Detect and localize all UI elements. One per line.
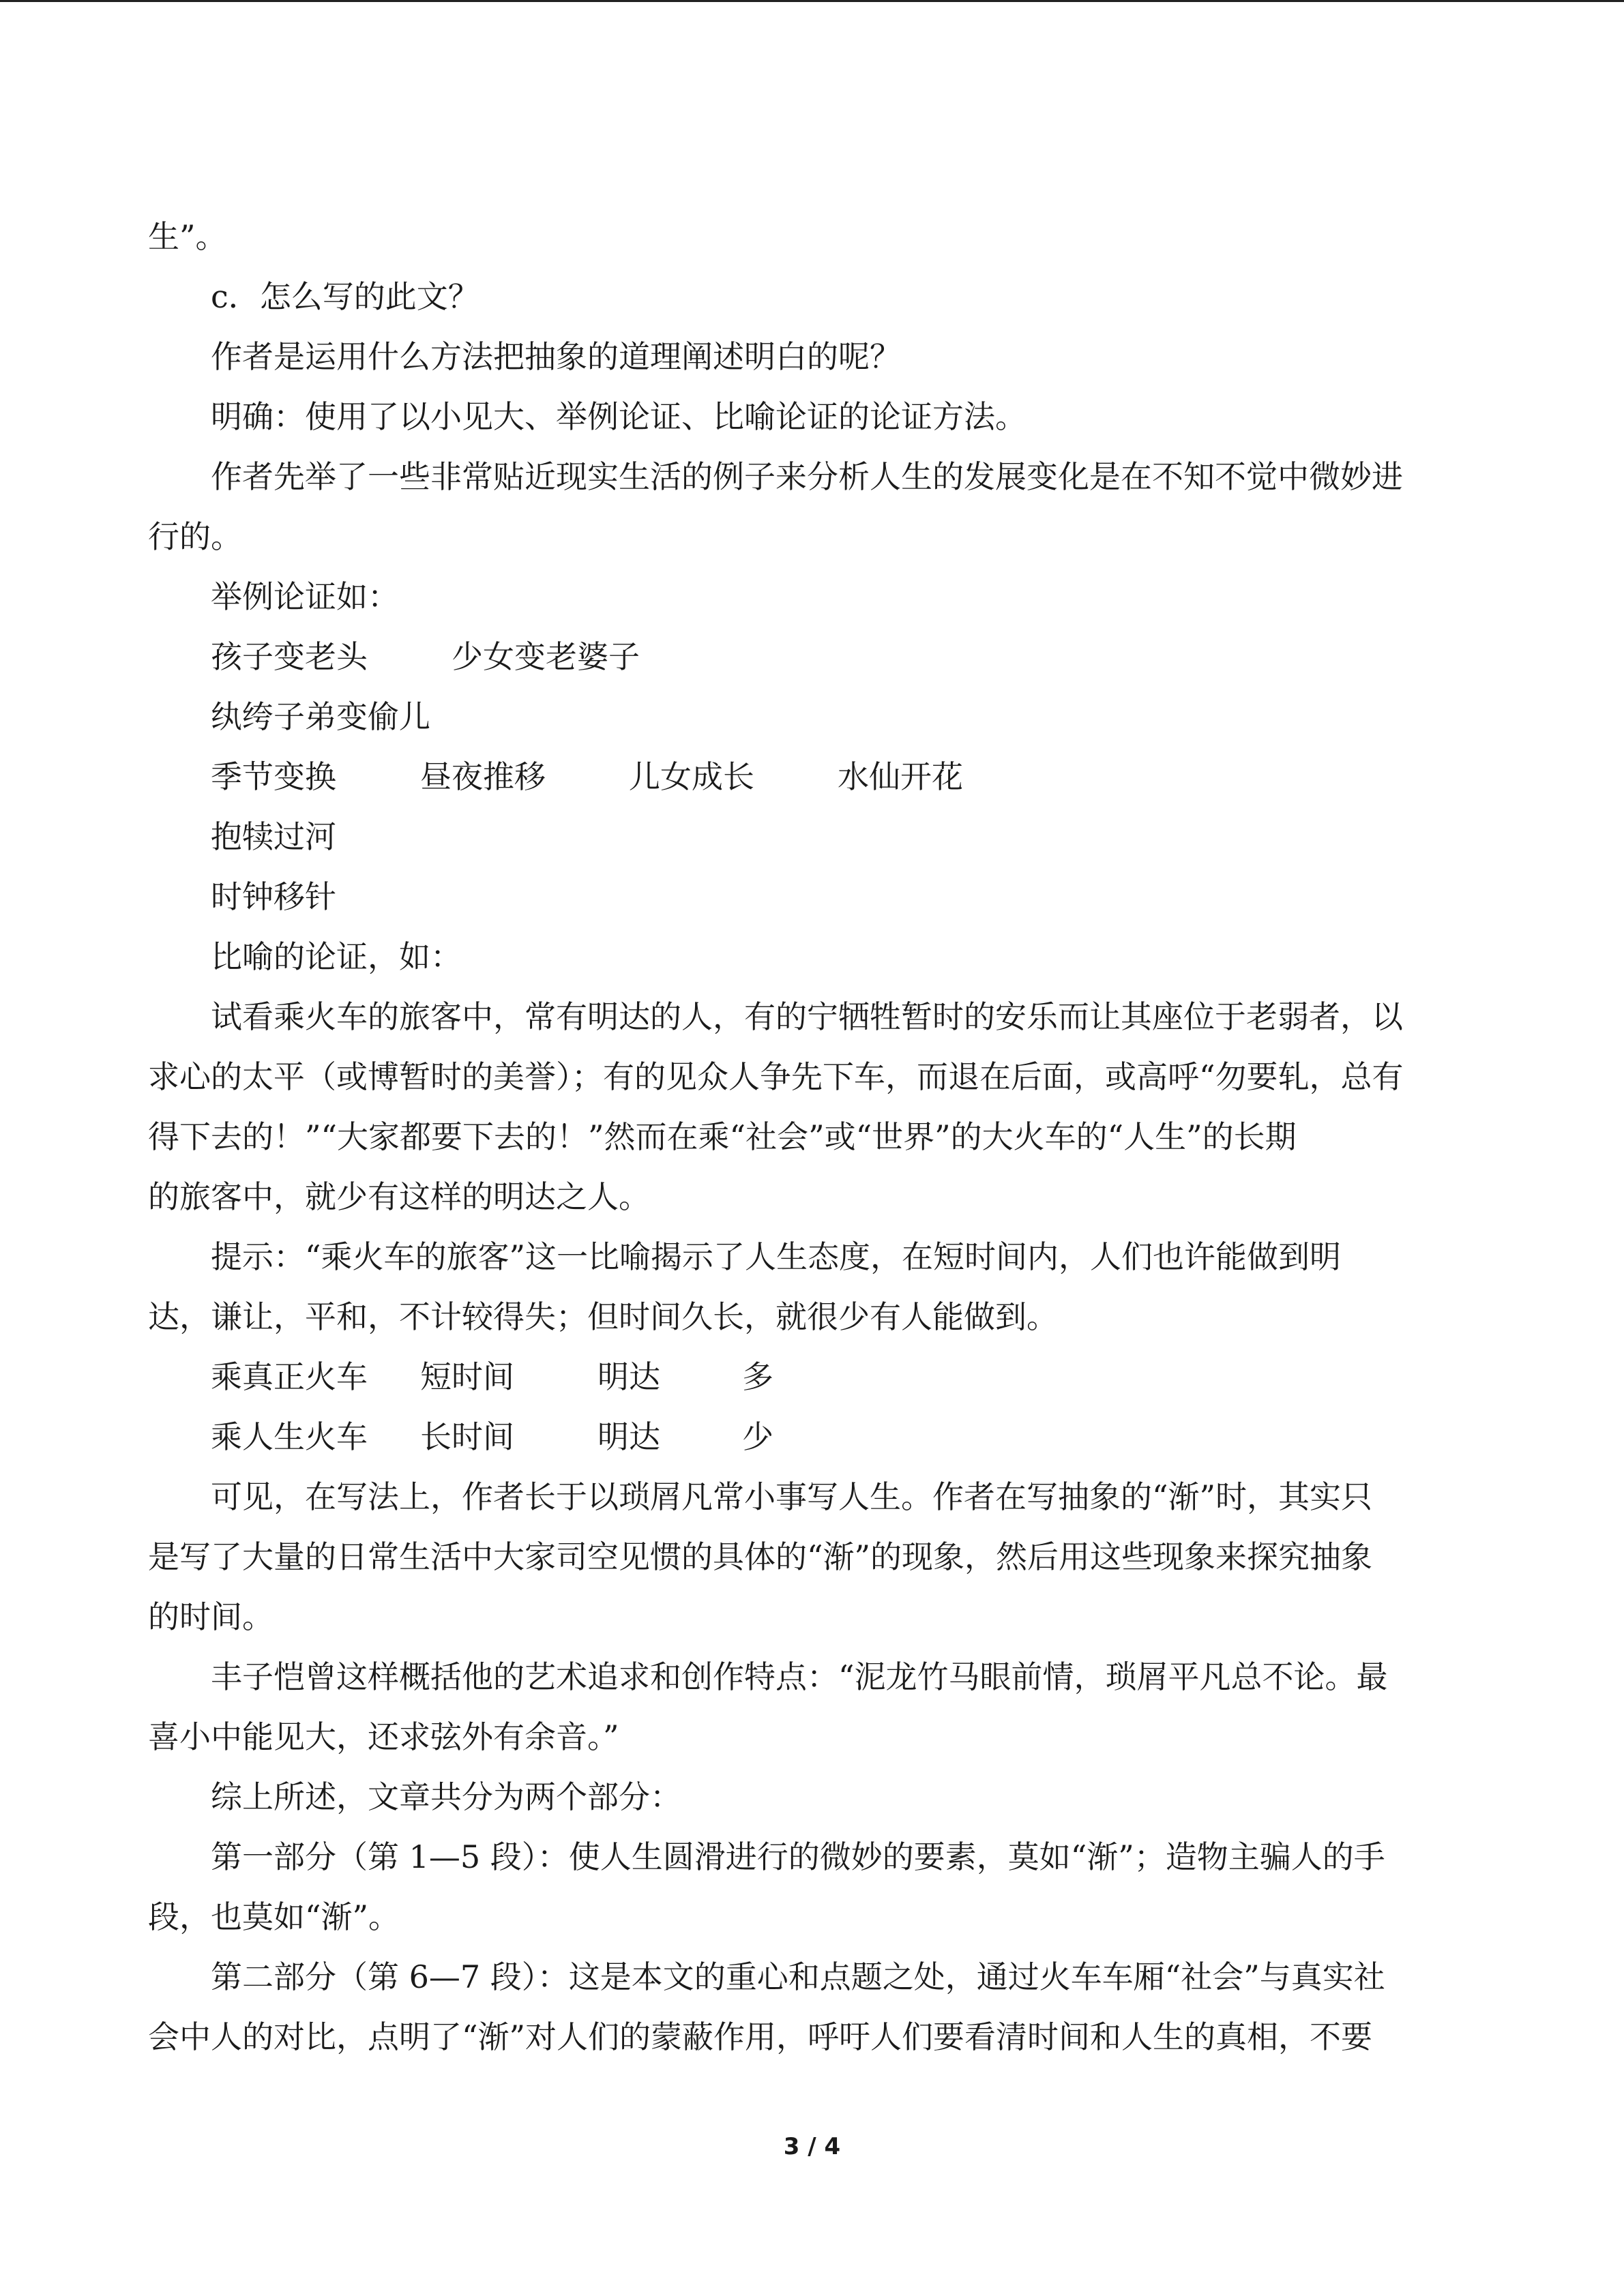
text-line: 行的。 <box>148 518 242 555</box>
text-line: 综上所述，文章共分为两个部分： <box>211 1778 681 1815</box>
comparison-cell: 短时间 <box>420 1358 514 1395</box>
text-line: 求心的太平（或博暂时的美誉）；有的见众人争先下车，而退在后面，或高呼“勿要轧，总有 <box>148 1058 1404 1095</box>
text-line: 明确：使用了以小见大、举例论证、比喻论证的论证方法。 <box>211 398 1027 435</box>
example-item: 时钟移针 <box>211 878 336 915</box>
page-number: 3 / 4 <box>783 2133 841 2160</box>
text-line: 得下去的！”“大家都要下去的！”然而在乘“社会”或“世界”的大火车的“人生”的长期 <box>148 1118 1297 1155</box>
text-line: 举例论证如： <box>211 578 399 615</box>
example-item: 抱犊过河 <box>211 818 336 855</box>
example-row <box>148 807 1478 867</box>
text-line: 达，谦让，平和，不计较得失；但时间久长，就很少有人能做到。 <box>148 1298 1058 1335</box>
example-item: 水仙开花 <box>838 758 963 795</box>
text-line: 的旅客中，就少有这样的明达之人。 <box>148 1178 650 1215</box>
text-line: 会中人的对比，点明了“渐”对人们的蒙蔽作用，呼吁人们要看清时间和人生的真相，不要 <box>148 2018 1373 2055</box>
example-item: 季节变换 <box>211 758 336 795</box>
comparison-row <box>148 1407 1478 1467</box>
text-line: 生”。 <box>148 218 227 255</box>
example-item: 少女变老婆子 <box>452 638 640 675</box>
example-item: 孩子变老头 <box>211 638 368 675</box>
comparison-cell: 明达 <box>597 1418 660 1455</box>
comparison-cell: 多 <box>742 1358 773 1395</box>
comparison-cell: 长时间 <box>420 1418 514 1455</box>
comparison-cell: 乘真正火车 <box>211 1358 368 1395</box>
text-line: 试看乘火车的旅客中，常有明达的人，有的宁牺牲暂时的安乐而让其座位于老弱者，以 <box>211 998 1403 1035</box>
example-item: 纨绔子弟变偷儿 <box>211 698 430 735</box>
text-line: 的时间。 <box>148 1598 274 1635</box>
section-heading: 比喻的论证，如： <box>211 938 462 975</box>
comparison-cell: 明达 <box>597 1358 660 1395</box>
text-line: 丰子恺曾这样概括他的艺术追求和创作特点：“泥龙竹马眼前情，琐屑平凡总不论。最 <box>211 1658 1388 1695</box>
text-line: 可见，在写法上，作者长于以琐屑凡常小事写人生。作者在写抽象的“渐”时，其实只 <box>211 1478 1373 1515</box>
example-row <box>148 867 1478 927</box>
text-line: 第一部分（第 1—5 段）：使人生圆滑进行的微妙的要素，莫如“渐”；造物主骗人的手 <box>211 1838 1385 1875</box>
text-line: 喜小中能见大，还求弦外有余音。” <box>148 1718 619 1755</box>
example-row <box>148 747 1478 807</box>
example-item: 昼夜推移 <box>420 758 546 795</box>
text-line: c．怎么写的此文？ <box>211 278 479 315</box>
text-line: 第二部分（第 6—7 段）：这是本文的重心和点题之处，通过火车车厢“社会”与真实社 <box>211 1958 1385 1995</box>
example-item: 儿女成长 <box>629 758 754 795</box>
comparison-cell: 少 <box>742 1418 773 1455</box>
example-row <box>148 687 1478 747</box>
text-line: 作者先举了一些非常贴近现实生活的例子来分析人生的发展变化是在不知不觉中微妙进 <box>211 458 1403 495</box>
example-row <box>148 627 1478 687</box>
comparison-row <box>148 1347 1478 1407</box>
comparison-cell: 乘人生火车 <box>211 1418 368 1455</box>
text-line: 提示：“乘火车的旅客”这一比喻揭示了人生态度，在短时间内，人们也许能做到明 <box>211 1238 1342 1275</box>
text-line: 段，也莫如“渐”。 <box>148 1898 400 1935</box>
text-line: 是写了大量的日常生活中大家司空见惯的具体的“渐”的现象，然后用这些现象来探究抽象 <box>148 1538 1373 1575</box>
text-line: 作者是运用什么方法把抽象的道理阐述明白的呢？ <box>211 338 901 375</box>
document-body <box>148 207 1478 2067</box>
